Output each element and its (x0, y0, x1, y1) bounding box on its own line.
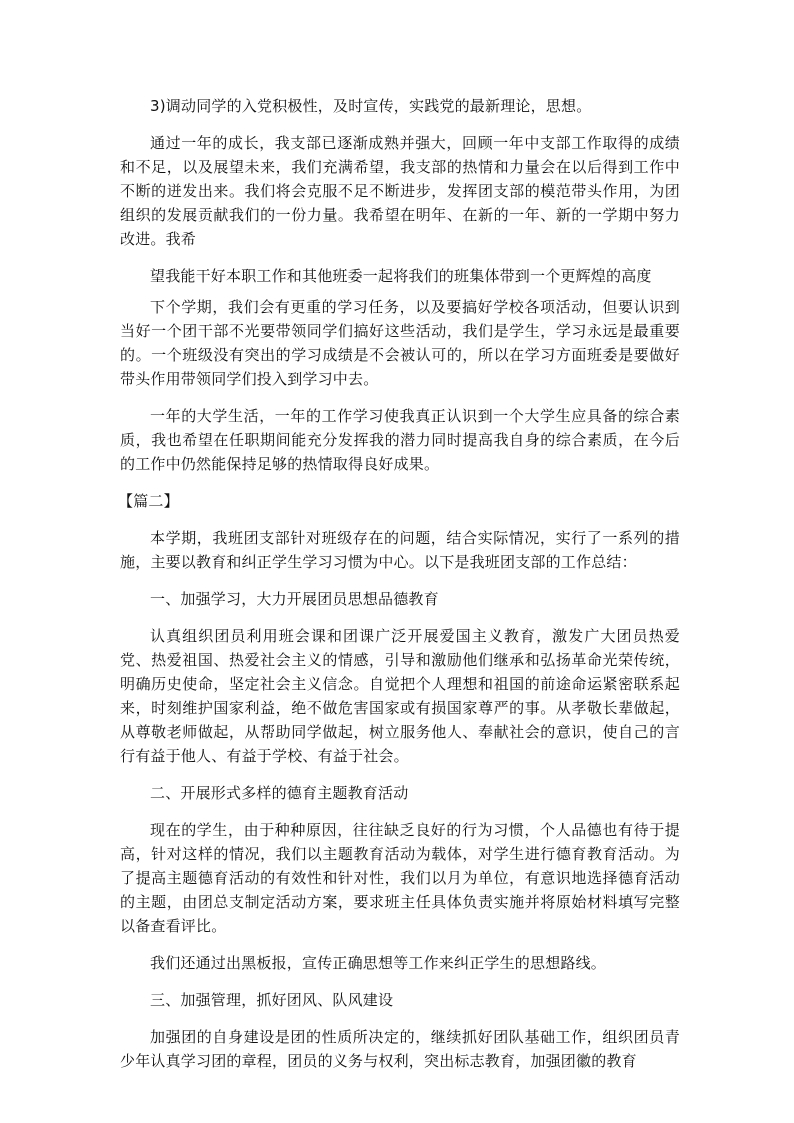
paragraph-party-activity: 3)调动同学的入党积极性，及时宣传，实践党的最新理论，思想。 (150, 97, 592, 115)
paragraph-league-building: 加强团的自身建设是团的性质所决定的，继续抓好团队基础工作，组织团员青少年认真学习团的章程，团员的义务与权利，突出标志教育，加强团徽的教育 (120, 1028, 680, 1070)
paragraph-branch-growth: 通过一年的成长，我支部已逐渐成熟并强大，回顾一年中支部工作取得的成绩和不足，以及展望未来，我们充满希望，我支部的热情和力量会在以后得到工作中不断的迸发出来。我们将会克服不足不断进步，发挥团支部的模范带头作用，为团组织的发展贡献我们的一份力量。我希望在明年、在新的一年、新的一学期中努力改进。我希 (120, 134, 680, 248)
paragraph-college-life: 一年的大学生活，一年的工作学习使我真正认识到一个大学生应具备的综合素质，我也希望在任职期间能充分发挥我的潜力同时提高我自身的综合素质，在今后的工作中仍然能保持足够的热情取得良好成果。 (120, 407, 680, 473)
section-title-moral-activities: 二、开展形式多样的德育主题教育活动 (150, 784, 409, 802)
document-body (120, 94, 680, 1073)
paragraph-next-semester: 下个学期，我们会有更重的学习任务，以及要搞好学校各项活动，但要认识到当好一个团干部不光要带领同学们搞好这些活动，我们是学生，学习永远是最重要的。一个班级没有突出的学习成绩是不会被认可的，所以在学习方面班委是要做好带头作用带领同学们投入到学习中去。 (120, 298, 680, 388)
section-title-management: 三、加强管理，抓好团风、队风建设 (150, 991, 394, 1009)
paragraph-moral-education: 现在的学生，由于种种原因，往往缺乏良好的行为习惯，个人品德也有待于提高，针对这样的情况，我们以主题教育活动为载体，对学生进行德育教育活动。为了提高主题德育活动的有效性和针对性，我们以月为单位，有意识地选择德育活动的主题，由团总支制定活动方案，要求班主任具体负责实施并将原始材料填写完整以备查看评比。 (120, 821, 680, 935)
section-title-study: 一、加强学习，大力开展团员思想品德教育 (150, 590, 439, 608)
paragraph-patriotic-education: 认真组织团员利用班会课和团课广泛开展爱国主义教育，激发广大团员热爱党、热爱祖国、热爱社会主义的情感，引导和激励他们继承和弘扬革命光荣传统，明确历史使命，坚定社会主义信念。自觉把个人理想和祖国的前途命运紧密联系起来，时刻维护国家利益，绝不做危害国家或有损国家尊严的事。从孝敬长辈做起，从尊敬老师做起，从帮助同学做起，树立服务他人、奉献社会的意识，使自己的言行有益于他人、有益于学校、有益于社会。 (120, 627, 680, 765)
paragraph-blackboard: 我们还通过出黑板报，宣传正确思想等工作来纠正学生的思想路线。 (150, 954, 607, 972)
paragraph-class-collective: 望我能干好本职工作和其他班委一起将我们的班集体带到一个更辉煌的高度 (150, 267, 652, 285)
section-heading-part-two: 【篇二】 (118, 492, 179, 510)
paragraph-semester-summary: 本学期，我班团支部针对班级存在的问题，结合实际情况，实行了一系列的措施，主要以教育和纠正学生学习习惯为中心。以下是我班团支部的工作总结： (120, 529, 680, 571)
